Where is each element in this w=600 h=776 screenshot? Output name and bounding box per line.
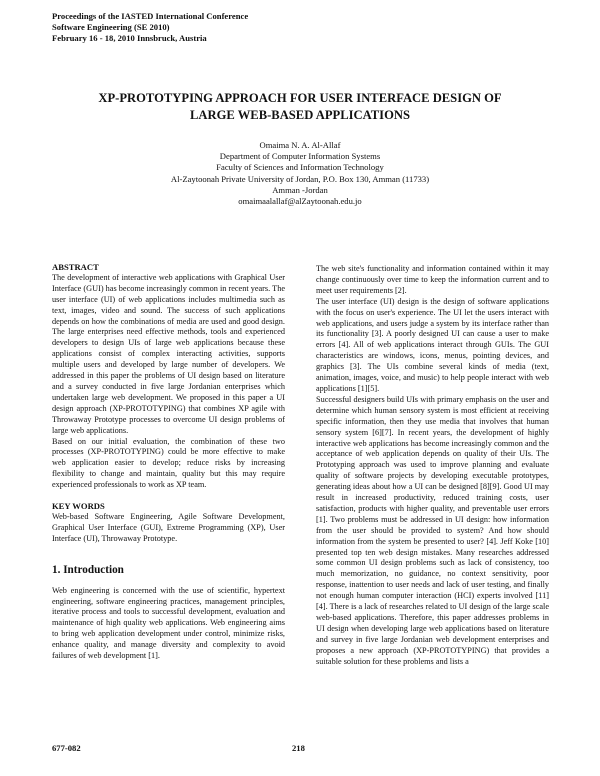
keywords-text: Web-based Software Engineering, Agile Software Development, Graphical User Interface (GUI), Extreme Programming (XP), User Interface (UI), Throwaway Prototype. bbox=[52, 511, 285, 543]
spacer bbox=[52, 545, 285, 563]
author-block bbox=[100, 140, 500, 207]
author-city: Amman -Jordan bbox=[272, 184, 328, 195]
introduction-paragraph-1: Web engineering is concerned with the use of scientific, hypertext engineering, software engineering practices, management principles, iterative process and tools to successful development, evaluation and maintenance of high quality web applications. Web engineering aims to bring web application development under control, minimize risks, enhance quality, and manage diversity and complexity to avoid failures of web development [1]. bbox=[52, 585, 285, 661]
author-name: Omaima N. A. Al-Allaf bbox=[259, 140, 341, 150]
author-email: omaimaalallaf@alZaytoonah.edu.jo bbox=[238, 196, 362, 207]
abstract-paragraph-2: Based on our initial evaluation, the combination of these two processes (XP-PROTOTYPING) could be more effective to make web application easier to develop; reduce risks by increasing flexibility to change and maintain, quality but this may require experienced professionals to work as XP team. bbox=[52, 436, 285, 490]
paper-title bbox=[40, 90, 560, 124]
abstract-heading: ABSTRACT bbox=[52, 262, 99, 272]
right-paragraph-2: The user interface (UI) design is the design of software applications with the focus on user's experience. The UI let the users interact with web applications, and users judge a system by its interface rather than its functionality [3]. A poorly designed UI can cause a user to make errors [4]. All of web applications interact through GUIs. The GUI characteristics are windows, icons, menus, pointing devices, and graphics [3]. The UIs combine several kinds of media (text, animation, images, voice, and music) to help people interact with web applications [1][5]. bbox=[316, 296, 549, 393]
spacer bbox=[52, 491, 285, 501]
abstract-paragraph-1: The development of interactive web applications with Graphical User Interface (GUI) has become increasingly common in recent years. The user interface (UI) of web applications includes multimedia such as text, images, video and sound. The success of such applications depends on how the combinations of media are used and good design. The large enterprises need effective methods, tools and experienced developers to design UIs of large web applications because these applications consist of complex interacting activities, supports multiple users and developed by large number of developers. We addressed in this paper the problems of UI design based on literature and a survey conducted in five large Jordanian enterprises which undertaken large web development. We proposed in this paper a UI design approach (XP-PROTOTYPING) that combines XP agile with Throwaway Prototype processes to overcome UI design problems of large web applications. bbox=[52, 272, 285, 435]
page-number: 218 bbox=[292, 743, 305, 753]
right-paragraph-1: The web site's functionality and information contained within it may change continuously over time to keep the information current and to meet user requirements [2]. bbox=[316, 264, 549, 295]
keywords-heading: KEY WORDS bbox=[52, 501, 105, 512]
header-line-1: Proceedings of the IASTED International Conference bbox=[52, 11, 249, 21]
left-column bbox=[52, 262, 285, 662]
title-line-2: LARGE WEB-BASED APPLICATIONS bbox=[190, 108, 410, 122]
spacer bbox=[52, 577, 285, 586]
author-department: Department of Computer Information Systems bbox=[219, 151, 381, 162]
header-line-2: Software Engineering (SE 2010) bbox=[52, 22, 170, 32]
proceedings-header bbox=[52, 11, 248, 44]
author-faculty: Faculty of Sciences and Information Technology bbox=[216, 162, 384, 173]
header-line-3: February 16 - 18, 2010 Innsbruck, Austria bbox=[52, 33, 207, 43]
title-line-1: XP-PROTOTYPING APPROACH FOR USER INTERFACE DESIGN OF bbox=[98, 91, 502, 105]
author-university: Al-Zaytoonah Private University of Jordan, P.O. Box 130, Amman (11733) bbox=[170, 173, 430, 184]
paper-id: 677-082 bbox=[52, 743, 81, 753]
right-column bbox=[316, 264, 549, 668]
introduction-heading: 1. Introduction bbox=[52, 563, 124, 576]
right-paragraph-3: Successful designers build UIs with primary emphasis on the user and determine which human sensory system is most efficient at receiving specific information, then they use media that involves that human sensory system [6][7]. In recent years, the development of highly interactive web applications has become increasingly common and the acceptance of web application depends on quality of their UIs. The Prototyping approach was used to improve planning and evaluate quality of software projects by developing executable prototypes, generating ideas about how a UI can be designed [8][9]. Good UI may result in increased productivity, reduced training costs, user satisfaction, products with higher quality, and preventable user errors [1]. Two problems must be addressed in UI design: how information from the user should be provided to system? And how should information from the system be presented to user? [4]. Jeff Koke [10] presented top ten web design mistakes. Many researches addressed some common UI design problems such as lack of consistency, too much memorization, no guidance, no context sensitivity, poor response, inattention to user needs and lack of user testing, and finally not enough human computer interaction (HCI) experts involved [11][4]. There is a lack of researches related to UI design of the large scale web-based applications. Therefore, this paper addresses problems in UI design when developing large web applications based on literature and survey in five large Jordanian web development enterprises and proposes a new approach (XP-PROTOTYPING) that provides a suitable solution for these problems and lists a bbox=[316, 394, 549, 666]
